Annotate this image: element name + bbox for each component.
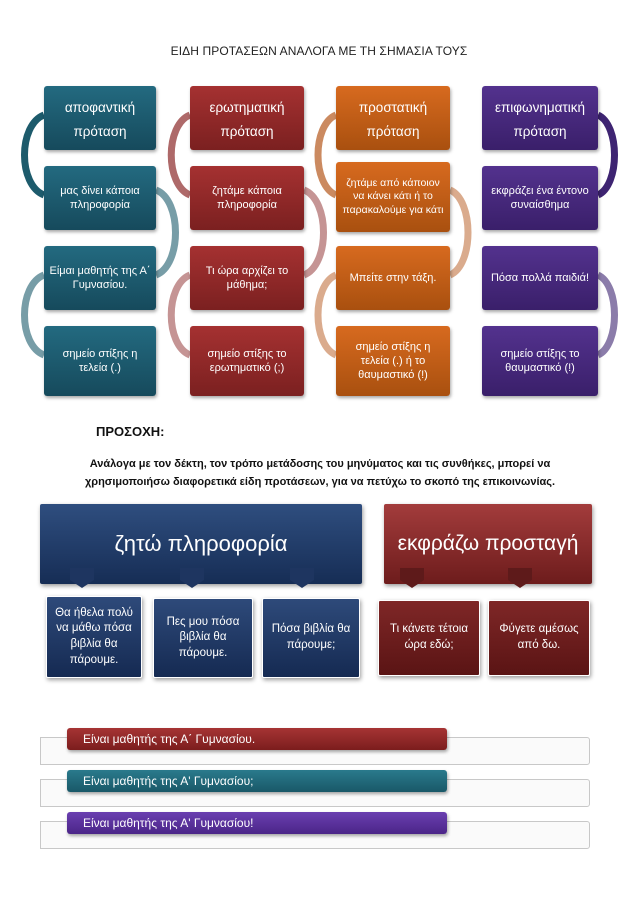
command-example-2: Φύγετε αμέσως από δω. — [488, 600, 590, 676]
note-text — [40, 455, 600, 491]
note-line-1: Ανάλογα με τον δέκτη, τον τρόπο μετάδοσης του μηνύματος και τις συνθήκες, μπορεί να — [89, 458, 551, 470]
meaning-imperative: ζητάμε από κάποιον να κάνει κάτι ή το παρακαλούμε για κάτι — [336, 162, 450, 232]
connector-info-2 — [180, 568, 204, 588]
list-item-exclamation: Είναι μαθητής της Α' Γυμνασίου! — [67, 812, 447, 834]
connector-command-2 — [508, 568, 532, 588]
example-interrogative: Τι ώρα αρχίζει το μάθημα; — [190, 246, 304, 310]
example-imperative: Μπείτε στην τάξη. — [336, 246, 450, 310]
header-exclamatory: επιφωνηματική πρόταση — [482, 86, 598, 150]
connector-2c — [171, 275, 190, 355]
info-request-box: ζητώ πληροφορία — [40, 504, 362, 584]
header-interrogative: ερωτηματική πρόταση — [190, 86, 304, 150]
connector-3a — [318, 115, 336, 195]
example-exclamatory: Πόσα πολλά παιδιά! — [482, 246, 598, 310]
list-item-question: Είναι μαθητής της Α' Γυμνασίου; — [67, 770, 447, 792]
connector-1c — [25, 275, 45, 355]
info-example-3: Πόσα βιβλία θα πάρουμε; — [262, 598, 360, 678]
connector-info-3 — [290, 568, 314, 588]
header-declarative: αποφαντική πρόταση — [44, 86, 156, 150]
connector-1a — [25, 115, 45, 195]
info-example-2: Πες μου πόσα βιβλία θα πάρουμε. — [153, 598, 253, 678]
punctuation-imperative: σημείο στίξης η τελεία (.) ή το θαυμαστικό (!) — [336, 326, 450, 396]
connector-3c — [318, 275, 336, 355]
note-line-2: χρησιμοποιήσω διαφορετικά είδη προτάσεων, για να πετύχω το σκοπό της επικοινωνίας. — [84, 476, 556, 489]
list-item-declarative: Είναι μαθητής της Α΄ Γυμνασίου. — [67, 728, 447, 750]
connector-2a — [171, 115, 190, 195]
connector-1b — [156, 190, 176, 275]
meaning-interrogative: ζητάμε κάποια πληροφορία — [190, 166, 304, 230]
connector-info-1 — [70, 568, 94, 588]
connector-command-1 — [400, 568, 424, 588]
connector-3b — [450, 190, 468, 275]
note-title: ΠΡΟΣΟΧΗ: — [96, 424, 165, 439]
connector-4a — [598, 115, 615, 195]
punctuation-exclamatory: σημείο στίξης το θαυμαστικό (!) — [482, 326, 598, 396]
header-imperative: προστατική πρόταση — [336, 86, 450, 150]
connector-2b — [304, 190, 324, 275]
example-declarative: Είμαι μαθητής της Α΄ Γυμνασίου. — [44, 246, 156, 310]
connector-4b — [598, 275, 615, 355]
info-example-1: Θα ήθελα πολύ να μάθω πόσα βιβλία θα πάρουμε. — [46, 596, 142, 678]
command-box: εκφράζω προσταγή — [384, 504, 592, 584]
page-title: ΕΙΔΗ ΠΡΟΤΑΣΕΩΝ ΑΝΑΛΟΓΑ ΜΕ ΤΗ ΣΗΜΑΣΙΑ ΤΟΥΣ — [170, 44, 468, 58]
meaning-declarative: μας δίνει κάποια πληροφορία — [44, 166, 156, 230]
meaning-exclamatory: εκφράζει ένα έντονο συναίσθημα — [482, 166, 598, 230]
punctuation-declarative: σημείο στίξης η τελεία (.) — [44, 326, 156, 396]
punctuation-interrogative: σημείο στίξης το ερωτηματικό (;) — [190, 326, 304, 396]
command-example-1: Τι κάνετε τέτοια ώρα εδώ; — [378, 600, 480, 676]
